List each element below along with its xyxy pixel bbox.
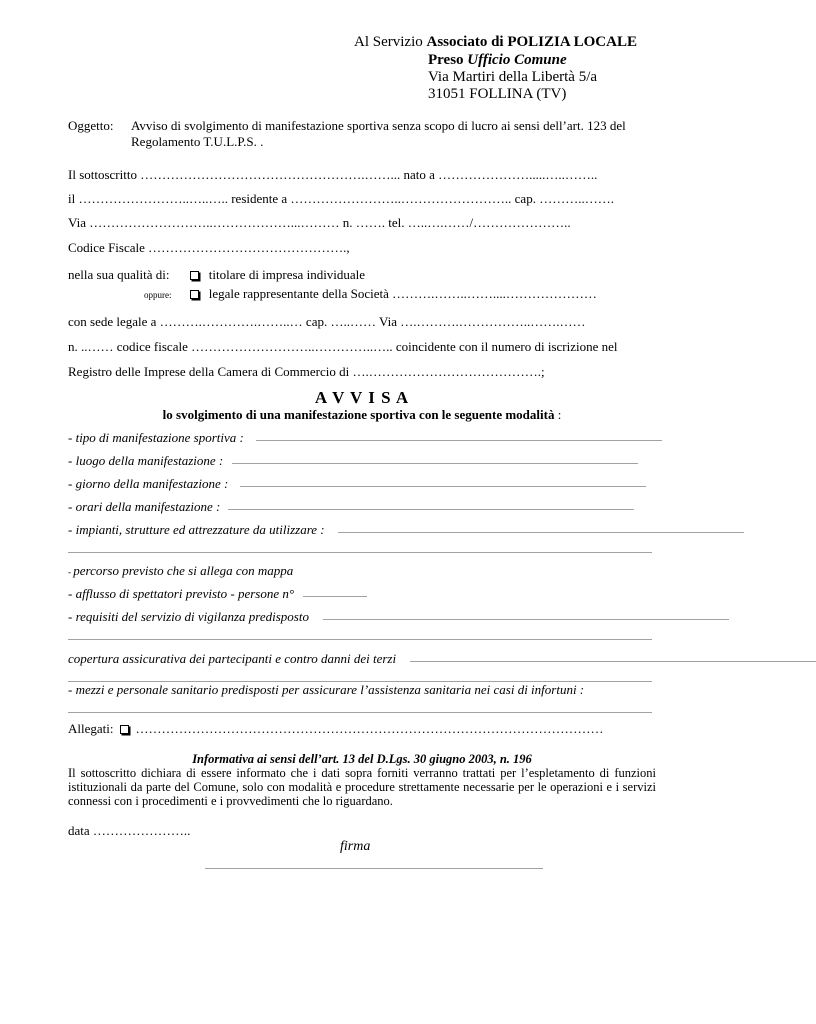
copertura-assicurativa-field-continued[interactable]: .................................................................................................................................................................................................................................................................................................... [68,675,652,684]
mezzi-sanitari-field[interactable]: .................................................................................................................................................................................................................................................................................................... [68,706,652,715]
afflusso-field[interactable]: ................................ [303,590,367,599]
avvisa-subtitle: lo svolgimento di una manifestazione sportiva con le seguente modalità : [162,407,562,422]
copertura-assicurativa-field[interactable]: ........................................................................................................................................................................................................... [410,655,816,664]
firma-field[interactable]: ......................................................................................................................................................................... [205,862,543,871]
tipo-manifestazione-field[interactable]: ........................................................................................................................................................................................................... [256,434,662,443]
titolare-option[interactable]: titolare di impresa individuale [190,267,365,283]
avvisa-title: A V V I S A [314,388,410,407]
firma-label: firma [340,839,371,854]
residenza-field[interactable]: il ……………………..…..….. residente a ……………………..…………………….. cap. ………..……. [68,191,614,206]
codice-fiscale-societa-field[interactable]: n. ..…… codice fiscale ………………………..…………..….. coincidente con il numero di iscrizione nel [68,339,618,354]
checkbox-legale[interactable] [190,290,199,299]
allegati-row: Allegati: ……………………………………………………………………………………………… [68,721,604,736]
qualita-label: nella sua qualità di: [68,267,170,282]
impianti-field-continued[interactable]: .................................................................................................................................................................................................................................................................................................... [68,546,652,555]
afflusso-label: - afflusso di spettatori previsto - persone n° [68,586,295,601]
tipo-manifestazione-label: - tipo di manifestazione sportiva : [68,430,244,445]
recipient-address: Via Martiri della Libertà 5/a [428,69,598,85]
oggetto-text-1: Avviso di svolgimento di manifestazione sportiva senza scopo di lucro ai sensi dell’art. 123 del [131,118,626,133]
requisiti-vigilanza-label: - requisiti del servizio di vigilanza predisposto [68,609,309,624]
impianti-label: - impianti, strutture ed attrezzature da utilizzare : [68,522,325,537]
informativa-body: Il sottoscritto dichiara di essere informato che i dati sopra forniti verranno trattati per l’espletamento di funzioni istituzionali da parte del Comune, solo con modalità e procedure strettamente necessarie per le operazioni e i servizi connessi con i procedimenti e i provvedimenti che lo riguardano. [68,766,656,808]
requisiti-vigilanza-field-continued[interactable]: .................................................................................................................................................................................................................................................................................................... [68,633,652,642]
copertura-assicurativa-label: copertura assicurativa dei partecipanti e contro danni dei terzi [68,651,397,666]
allegati-field[interactable]: ……………………………………………………………………………………………… [135,721,604,736]
giorno-manifestazione-field[interactable]: ........................................................................................................................................................................................................... [240,480,646,489]
requisiti-vigilanza-field[interactable]: ........................................................................................................................................................................................................... [323,613,729,622]
luogo-manifestazione-label: - luogo della manifestazione : [68,453,224,468]
orari-manifestazione-field[interactable]: ........................................................................................................................................................................................................... [228,503,634,512]
recipient-line-1: Al Servizio Associato di POLIZIA LOCALE [354,34,637,50]
codice-fiscale-field[interactable]: Codice Fiscale ………………………………………., [68,240,350,255]
sottoscritto-field[interactable]: Il sottoscritto …………………………………………….……... nato a ………………….....…..…….. [68,167,598,182]
impianti-field[interactable]: ........................................................................................................................................................................................................... [338,526,744,535]
checkbox-allegati[interactable] [120,725,129,734]
mezzi-sanitari-label: - mezzi e personale sanitario predisposti per assicurare l’assistenza sanitaria nei casi di infortuni : [68,682,585,697]
recipient-line-2: Preso Ufficio Comune [428,52,567,68]
via-field[interactable]: Via ………………………..………………...……… n. ……. tel. …..….……/………………….. [68,215,571,230]
recipient-city: 31051 FOLLINA (TV) [428,86,567,102]
luogo-manifestazione-field[interactable]: ........................................................................................................................................................................................................... [232,457,638,466]
giorno-manifestazione-label: - giorno della manifestazione : [68,476,229,491]
registro-imprese-field[interactable]: Registro delle Imprese della Camera di Commercio di ….………………………………….; [68,364,545,379]
sede-legale-field[interactable]: con sede legale a ……….………….……..… cap. …..…… Via ….……….……………..…….…… [68,314,586,329]
data-field[interactable]: data ………………….. [68,823,191,838]
oggetto-text-2: Regolamento T.U.L.P.S. . [131,134,264,149]
checkbox-titolare[interactable] [190,271,199,280]
oggetto-label: Oggetto: [68,118,114,133]
orari-manifestazione-label: - orari della manifestazione : [68,499,221,514]
oppure-label: oppure: [144,290,172,300]
legale-option[interactable]: legale rappresentante della Società ……….……..……....………………… [190,286,597,302]
informativa-title: Informativa ai sensi dell’art. 13 del D.Lgs. 30 giugno 2003, n. 196 [192,752,532,766]
percorso-line: - percorso previsto che si allega con mappa [68,563,294,578]
